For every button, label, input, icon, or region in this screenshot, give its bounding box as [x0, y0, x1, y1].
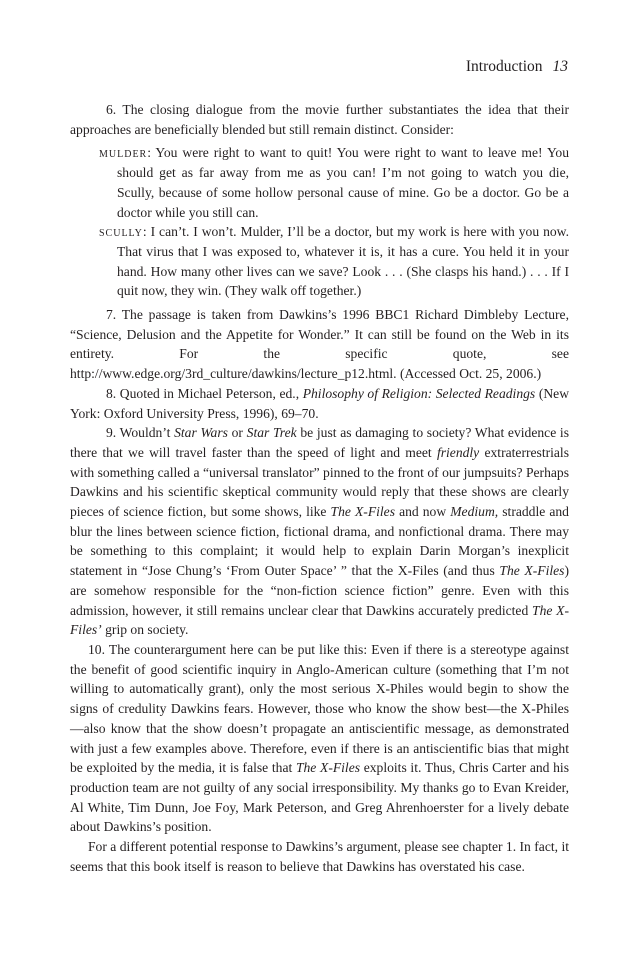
title-medium: Medium,	[450, 504, 499, 520]
note-9	[70, 423, 569, 640]
note-9-text: 9. Wouldn’t	[106, 425, 175, 441]
running-head-title: Introduction	[465, 58, 543, 75]
speech-scully: I can’t. I won’t. Mulder, I’ll be a doctor, but my work is here with you now. That virus that I was exposed to, whatever it is, it has a cure. You held it in your hand. How many other lives can we save? Look . . . (She clasps his hand.) . . . If I quit now, they win. (They walk off together.)	[117, 224, 569, 299]
dialogue-line-mulder: mulder: You were right to want to quit! You were right to want to leave me! You should get as far away from me as you can! I’m not going to watch you die, Scully, because of some hollow personal cause of mine. Go be a doctor. Go be a doctor while you still can.	[99, 145, 569, 220]
note-7: 7. The passage is taken from Dawkins’s 1996 BBC1 Richard Dimbleby Lecture, “Science, Delusion and the Appetite for Wonder.” It can still be found on the Web in its entirety. For the specific quote, see http://www.edge.org/3rd_culture/dawkins/lecture_p12.html. (Accessed Oct. 25, 2006.)	[70, 307, 569, 382]
note-9-text: be just as damaging to society? What evidence is there that we will travel faster than the speed of light and meet	[70, 425, 569, 460]
note-6: 6. The closing dialogue from the movie further substantiates the idea that their approaches are beneficially blended but still remain distinct. Consider:	[70, 102, 569, 137]
title-star-trek: Star Trek	[246, 425, 297, 441]
running-header	[466, 58, 568, 76]
note-9-text: or	[227, 425, 247, 441]
speech-mulder: You were right to want to quit! You were right to want to leave me! You should get as far away from me as you can! I’m not going to watch you die, Scully, because of some hollow personal cause of mine. Go be a doctor. Go be a doctor while you still can.	[117, 145, 569, 220]
note-9-text: straddle and blur the lines between science fiction, fictional drama, and nonfictional drama. There may be something to this complaint; it would help to explain Darin Morgan’s inexplicit statement in “Jose Chung’s ‘From Outer Space’ ” that the X-Files (and thus	[70, 504, 569, 579]
title-star-wars: Star Wars	[174, 425, 228, 441]
speaker-mulder: mulder	[99, 145, 148, 161]
note-10-text: exploits it. Thus, Chris Carter and his production team are not guilty of any social irresponsibility. My thanks go to Evan Kreider, Al White, Tim Dunn, Joe Foy, Mark Peterson, and Greg Ahrenhoerster for a lively debate about Dawkins’s position.	[70, 760, 569, 835]
note-9-text: extraterrestrials with something called a “universal translator” pinned to the front of our jumpsuits? Perhaps Dawkins and his scientific skeptical community would reply that these shows are clearly pieces of science fiction, but some shows, like	[70, 444, 570, 520]
book-title: Philosophy of Religion: Selected Readings	[302, 385, 536, 401]
page-number: 13	[552, 58, 568, 75]
note-9-text: and now	[395, 504, 451, 520]
emphasis-friendly: friendly	[436, 444, 480, 460]
closing-paragraph: For a different potential response to Dawkins’s argument, please see chapter 1. In fact, it seems that this book itself is reason to believe that Dawkins has overstated his case.	[70, 839, 569, 874]
title-x-files: The X-Files	[330, 504, 395, 520]
note-9-text: grip on society.	[101, 622, 189, 638]
dialogue-block	[99, 143, 569, 301]
title-x-files: The X-Files	[499, 563, 565, 579]
note-10	[70, 640, 569, 837]
title-x-files: The X-Files	[295, 760, 361, 776]
note-8-citation: (New York: Oxford University Press, 1996), 69–70.	[70, 385, 570, 421]
note-10-text: 10. The counterargument here can be put like this: Even if there is a stereotype against the benefit of good scientific inquiry in Anglo-American culture (something that I’m not willing to automatically grant), only the most serious X-Philes would begin to show the signs of credulity Dawkins fears. However, those who know the show best—the X-Philes—also know that the show doesn’t propagate an antiscientific message, as demonstrated with just a few examples above. Therefore, even if there is an antiscientific bias that might be exploited by the media, it is false that	[70, 641, 569, 776]
note-8	[70, 384, 569, 423]
page-body	[70, 100, 569, 876]
note-9-text: ) are somehow responsible for the “non-fiction science fiction” genre. Even with this admission, however, it still remains unclear clear that Dawkins accurately predicted	[70, 563, 569, 618]
speaker-scully: scully	[99, 224, 143, 240]
dialogue-line-scully: scully: I can’t. I won’t. Mulder, I’ll be a doctor, but my work is here with you now. That virus that I was exposed to, whatever it is, it has a cure. You held it in your hand. How many other lives can we save? Look . . . (She clasps his hand.) . . . If I quit now, they win. (They walk off together.)	[99, 224, 569, 299]
title-x-files-possessive: The X-Files’	[70, 602, 569, 638]
note-8-text: 8. Quoted in Michael Peterson, ed.,	[106, 385, 303, 401]
